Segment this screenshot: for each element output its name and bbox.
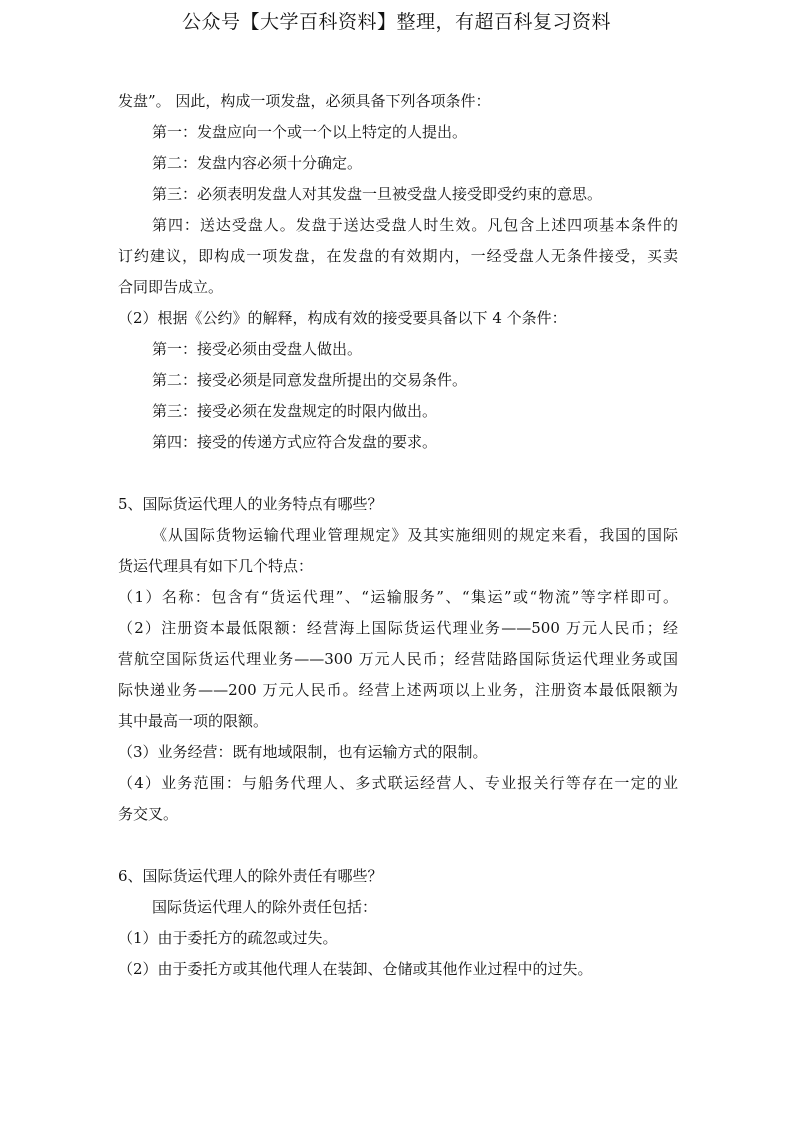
text-line: 6、国际货运代理人的除外责任有哪些？ bbox=[118, 867, 383, 885]
text-line: （2）由于委托方或其他代理人在装卸、仓储或其他作业过程中的过失。 bbox=[118, 960, 593, 978]
text-line: 合同即告成立。 bbox=[118, 278, 224, 296]
page-header: 公众号【大学百科资料】整理，有超百科复习资料 bbox=[181, 11, 611, 33]
text-line: （4）业务范围：与船务代理人、多式联运经营人、专业报关行等存在一定的业 bbox=[118, 774, 678, 792]
text-line: 货运代理具有如下几个特点： bbox=[118, 557, 314, 575]
text-line: 第四：送达受盘人。发盘于送达受盘人时生效。凡包含上述四项基本条件的 bbox=[152, 216, 678, 234]
text-line: 营航空国际货运代理业务——300 万元人民币；经营陆路国际货运代理业务或国 bbox=[118, 650, 678, 668]
text-line: 第一：发盘应向一个或一个以上特定的人提出。 bbox=[152, 123, 468, 141]
text-line: 第三：必须表明发盘人对其发盘一旦被受盘人接受即受约束的意思。 bbox=[152, 185, 603, 203]
text-line: （1）由于委托方的疏忽或过失。 bbox=[118, 929, 338, 947]
text-line: （2）根据《公约》的解释，构成有效的接受要具备以下 4 个条件： bbox=[118, 309, 567, 327]
text-line: （3）业务经营：既有地域限制，也有运输方式的限制。 bbox=[118, 743, 488, 761]
text-line: 订约建议，即构成一项发盘，在发盘的有效期内，一经受盘人无条件接受，买卖 bbox=[118, 247, 678, 265]
text-line: 际快递业务——200 万元人民币。经营上述两项以上业务，注册资本最低限额为 bbox=[118, 681, 678, 699]
text-line: 第四：接受的传递方式应符合发盘的要求。 bbox=[152, 433, 438, 451]
text-line: （1）名称：包含有“货运代理”、“运输服务”、“集运”或“物流”等字样即可。 bbox=[118, 588, 678, 606]
text-line: 发盘”。 因此，构成一项发盘，必须具备下列各项条件： bbox=[118, 92, 491, 110]
text-line: 5、国际货运代理人的业务特点有哪些？ bbox=[118, 495, 383, 513]
text-line: 《从国际货物运输代理业管理规定》及其实施细则的规定来看，我国的国际 bbox=[152, 526, 678, 544]
text-line: 第二：发盘内容必须十分确定。 bbox=[152, 154, 363, 172]
text-line: 其中最高一项的限额。 bbox=[118, 712, 269, 730]
text-line: 第二：接受必须是同意发盘所提出的交易条件。 bbox=[152, 371, 468, 389]
text-line: 务交叉。 bbox=[118, 805, 179, 823]
text-line: 第三：接受必须在发盘规定的时限内做出。 bbox=[152, 402, 438, 420]
paragraph-gap bbox=[118, 830, 678, 861]
paragraph-gap bbox=[118, 458, 678, 489]
text-line: 国际货运代理人的除外责任包括： bbox=[152, 898, 378, 916]
text-line: 第一：接受必须由受盘人做出。 bbox=[152, 340, 363, 358]
text-line: （2）注册资本最低限额：经营海上国际货运代理业务——500 万元人民币；经 bbox=[118, 619, 678, 637]
document-body bbox=[118, 86, 678, 985]
